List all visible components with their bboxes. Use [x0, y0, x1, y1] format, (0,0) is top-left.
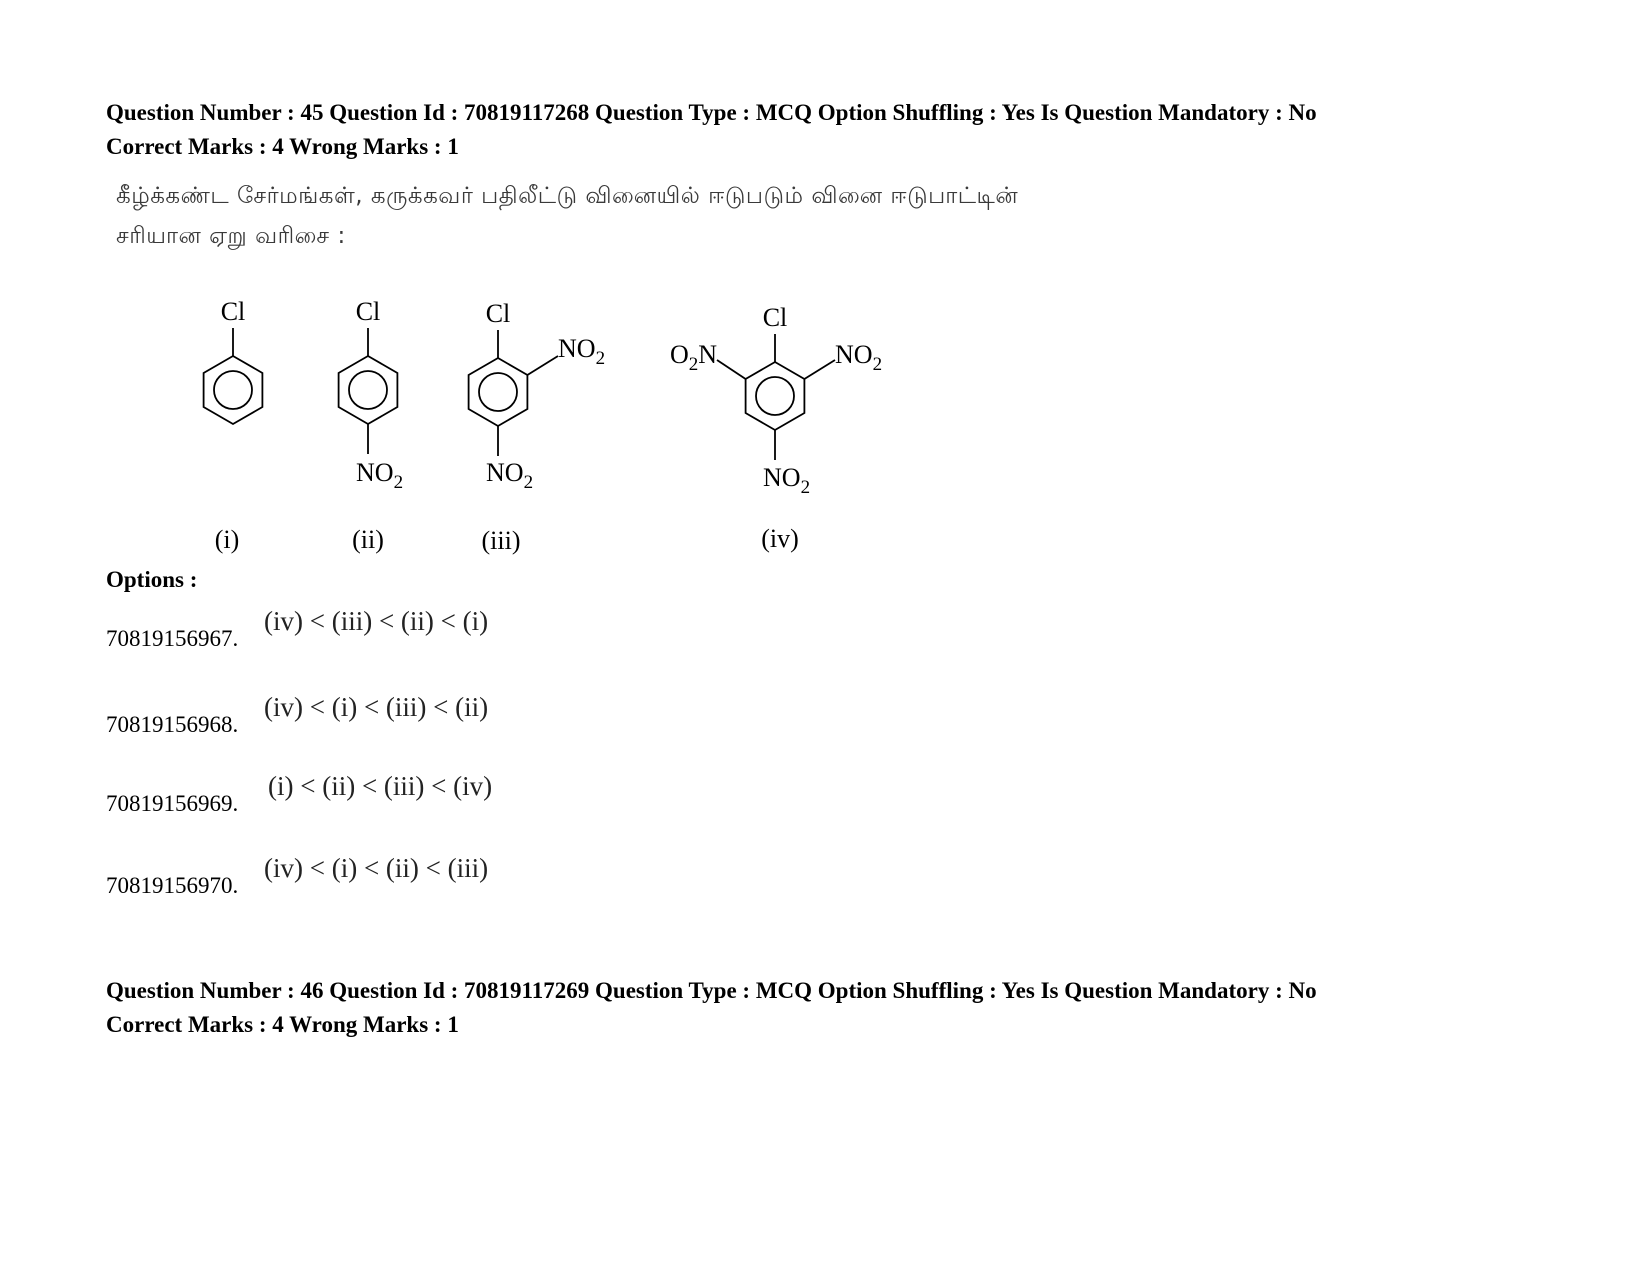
- question-46-marks-line: Correct Marks : 4 Wrong Marks : 1: [106, 1012, 459, 1037]
- question-45-meta-line1: Question Number : 45 Question Id : 70819117268 Question Type : MCQ Option Shuffling : Yes Is Question Mandatory : No: [106, 100, 1317, 125]
- structure-iv-no2-bottom-label: [763, 463, 810, 498]
- structure-iv-no2-bottom-text: NO: [763, 463, 801, 492]
- option-id: 70819156967.: [106, 626, 239, 651]
- structure-ii-no2-label: [356, 458, 403, 493]
- structure-iii-label: (iii): [481, 526, 521, 555]
- option-id: 70819156969.: [106, 791, 239, 816]
- question-45-marks-line: Correct Marks : 4 Wrong Marks : 1: [106, 134, 459, 159]
- structure-iv-o2n-o-text: O: [669, 340, 689, 369]
- structure-i-cl-label: Cl: [220, 297, 246, 326]
- structure-iii-cl-label: Cl: [485, 299, 511, 328]
- structure-iv-no2-right-subscript: 2: [872, 354, 883, 375]
- structure-ii-label: (ii): [352, 525, 384, 554]
- question-45-prompt-line2: சரியான ஏறு வரிசை :: [116, 223, 346, 249]
- structure-ii-no2-text: NO: [356, 458, 394, 487]
- question-45-prompt: [116, 176, 1018, 256]
- question-46-meta: [106, 974, 1317, 1042]
- option-text: (iv) < (i) < (ii) < (iii): [264, 853, 489, 883]
- structure-iv: [670, 303, 882, 553]
- structure-iii-no2-right-text: NO: [558, 334, 596, 363]
- structure-iii-no2-bottom-text: NO: [486, 458, 524, 487]
- structure-i-label: (i): [214, 525, 240, 554]
- structure-iv-o2n-subscript: 2: [688, 354, 699, 375]
- structure-iii-no2-bottom-label: [486, 458, 533, 493]
- options-label: Options :: [106, 567, 198, 592]
- option-id: 70819156968.: [106, 712, 239, 737]
- structure-iii-no2-bottom-subscript: 2: [523, 472, 534, 493]
- option-text: (i) < (ii) < (iii) < (iv): [268, 771, 493, 801]
- structure-iii-no2-right-subscript: 2: [595, 348, 606, 369]
- structure-iv-o2n-label: [670, 340, 717, 375]
- structure-ii-no2-subscript: 2: [393, 472, 404, 493]
- structure-iv-o2n-n-text: N: [698, 340, 717, 369]
- structure-iv-label: (iv): [761, 524, 799, 553]
- option-text: (iv) < (iii) < (ii) < (i): [264, 606, 489, 636]
- structure-iv-no2-right-label: [835, 340, 882, 375]
- structure-iv-cl-label: Cl: [762, 303, 788, 332]
- structure-iv-no2-right-text: NO: [835, 340, 873, 369]
- option-text: (iv) < (i) < (iii) < (ii): [264, 692, 489, 722]
- structure-ii: [339, 297, 403, 554]
- structure-iv-no2-bottom-subscript: 2: [800, 477, 811, 498]
- question-45-meta: [106, 96, 1317, 164]
- structure-iii: [469, 299, 605, 555]
- structure-i: [204, 297, 263, 554]
- structure-ii-cl-label: Cl: [355, 297, 381, 326]
- structure-iii-no2-right-label: [558, 334, 605, 369]
- question-45-prompt-line1: கீழ்க்கண்ட சேர்மங்கள், கருக்கவர் பதிலீட்டு வினையில் ஈடுபடும் வினை ஈடுபாட்டின்: [116, 183, 1019, 209]
- option-id: 70819156970.: [106, 873, 239, 898]
- question-46-meta-line1: Question Number : 46 Question Id : 70819117269 Question Type : MCQ Option Shuffling : Yes Is Question Mandatory : No: [106, 978, 1317, 1003]
- chemical-structures: [180, 290, 920, 560]
